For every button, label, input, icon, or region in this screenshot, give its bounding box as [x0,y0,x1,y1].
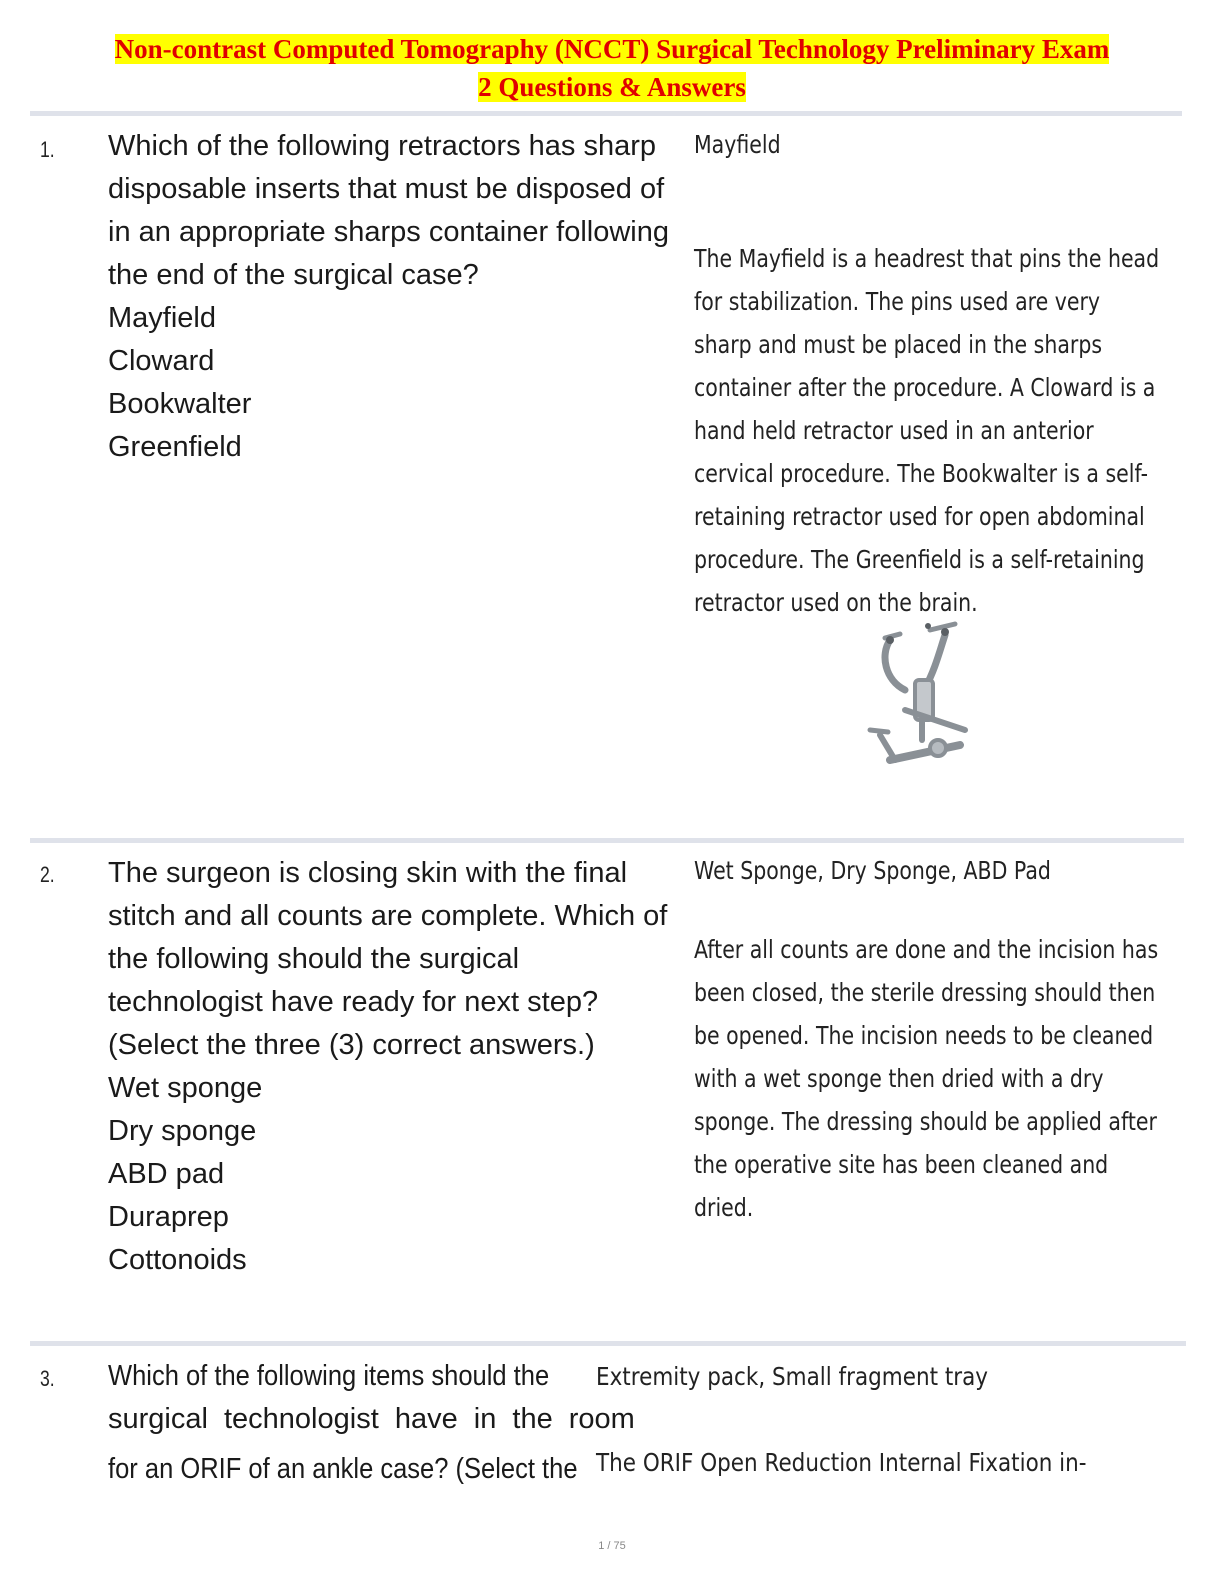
option: ABD pad [108,1158,225,1190]
question-stem-line: surgical technologist have in the room [108,1403,635,1435]
option: Wet sponge [108,1072,263,1104]
option: Greenfield [108,431,242,463]
question-number: 3. [40,1366,55,1391]
option: Duraprep [108,1201,229,1233]
divider [30,838,1184,843]
option: Cloward [108,345,215,377]
question-stem-line: Which of the following items should the [108,1360,550,1392]
question-stem: Which of the following retractors has sharp disposable inserts that must be disposed of in an appropriate sharps container following the end of the surgical case? [108,130,670,291]
question-text [108,852,678,1282]
page-title [0,30,1224,106]
title-line-2: 2 Questions & Answers [478,72,746,102]
answer: Extremity pack, Small fragment tray [596,1362,989,1391]
question-number: 1. [40,137,55,162]
answer: Wet Sponge, Dry Sponge, ABD Pad [694,856,1051,885]
divider [30,111,1182,116]
mayfield-headrest-image [860,610,990,785]
page-number: 1 / 75 [598,1540,626,1552]
explanation: The ORIF Open Reduction Internal Fixation in- [596,1448,1087,1477]
question-number: 2. [40,862,55,887]
question-stem: The surgeon is closing skin with the final stitch and all counts are complete. Which of the following should the surgical technologist have ready for next step? (Select the three (3) correct answers.) [108,857,668,1061]
option: Mayfield [108,302,216,334]
explanation: The Mayfield is a headrest that pins the head for stabilization. The pins used are very sharp and must be placed in the sharps container after the procedure. A Cloward is a hand held retractor used in an anterior cervical procedure. The Bookwalter is a self-retaining retractor used for open abdominal procedure. The Greenfield is a self-retaining retractor used on the brain. [694,244,1160,617]
explanation: After all counts are done and the incision has been closed, the sterile dressing should then be opened. The incision needs to be cleaned with a wet sponge then dried with a dry sponge. The dressing should be applied after the operative site has been cleaned and dried. [694,935,1159,1222]
option: Cottonoids [108,1244,247,1276]
option: Dry sponge [108,1115,257,1147]
question-text [108,125,678,469]
divider [30,1341,1186,1346]
option: Bookwalter [108,388,252,420]
answer: Mayfield [694,130,781,159]
title-line-1: Non-contrast Computed Tomography (NCCT) Surgical Technology Preliminary Exam [114,34,1110,64]
question-stem-line: for an ORIF of an ankle case? (Select the [108,1453,578,1485]
